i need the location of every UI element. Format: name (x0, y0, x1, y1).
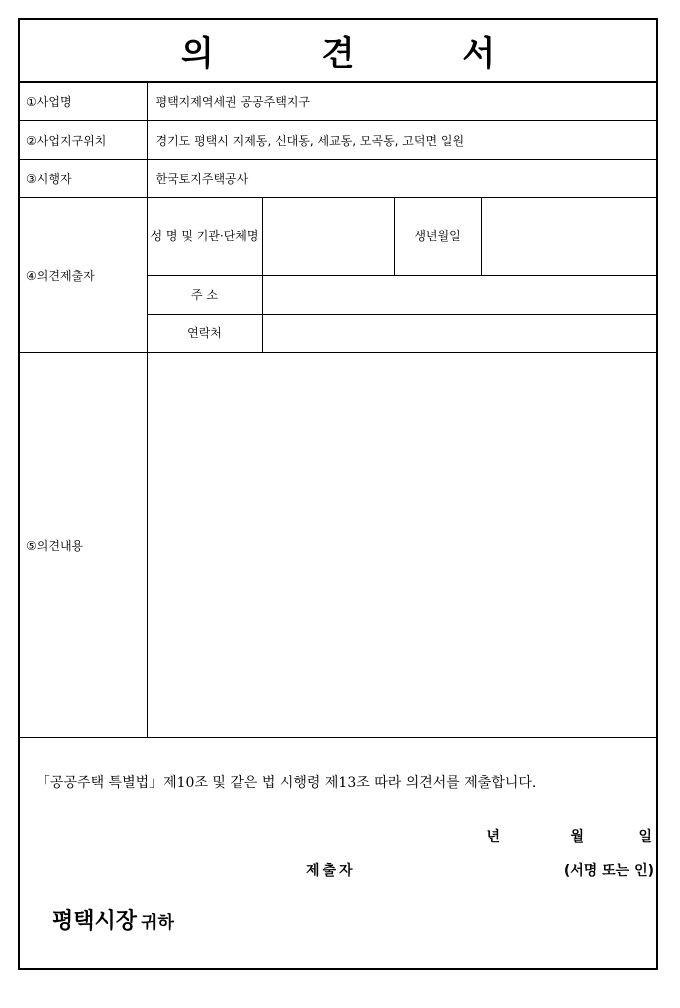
signature-field[interactable]: (서명 또는 인) (563, 863, 654, 879)
opinion-form (18, 18, 658, 970)
birth-date-field[interactable] (481, 198, 658, 276)
opinion-label: ⑤의견내용 (20, 353, 147, 738)
row-operator (20, 160, 658, 198)
project-location-value[interactable]: 경기도 평택시 지제동, 신대동, 세교동, 모곡동, 고덕면 일원 (147, 121, 658, 160)
row-opinion (20, 353, 658, 738)
submitter-name-label: 성 명 및 기관·단체명 (147, 198, 262, 276)
address-field[interactable] (262, 276, 658, 315)
project-name-label: ①사업명 (20, 83, 147, 121)
contact-label: 연락처 (147, 315, 262, 353)
addressee (52, 904, 174, 935)
address-label: 주 소 (147, 276, 262, 315)
date-year[interactable]: 년 (486, 829, 500, 845)
form-table (20, 82, 658, 738)
addressee-suffix: 귀하 (141, 913, 174, 933)
declaration-section (20, 736, 656, 968)
form-title: 의 견 서 (20, 20, 656, 82)
declaration-text: 「공공주택 특별법」제10조 및 같은 법 시행령 제13조 따라 의견서를 제출합니다. (36, 775, 537, 791)
addressee-name: 평택시장 (52, 908, 138, 934)
submitter-name-field[interactable] (262, 198, 394, 276)
row-submitter-name (20, 198, 658, 276)
operator-label: ③시행자 (20, 160, 147, 198)
contact-field[interactable] (262, 315, 658, 353)
submitter-label: ④의견제출자 (20, 198, 147, 353)
submitter-signature-label: 제출자 (306, 863, 356, 879)
project-location-label: ②사업지구위치 (20, 121, 147, 160)
row-project-location (20, 121, 658, 160)
birth-date-label: 생년월일 (394, 198, 481, 276)
opinion-content-field[interactable] (147, 353, 658, 738)
date-day[interactable]: 일 (638, 829, 652, 845)
date-month[interactable]: 월 (570, 829, 584, 845)
operator-value[interactable]: 한국토지주택공사 (147, 160, 658, 198)
project-name-value[interactable]: 평택지제역세권 공공주택지구 (147, 83, 658, 121)
submission-date (480, 826, 652, 846)
row-project-name (20, 83, 658, 121)
